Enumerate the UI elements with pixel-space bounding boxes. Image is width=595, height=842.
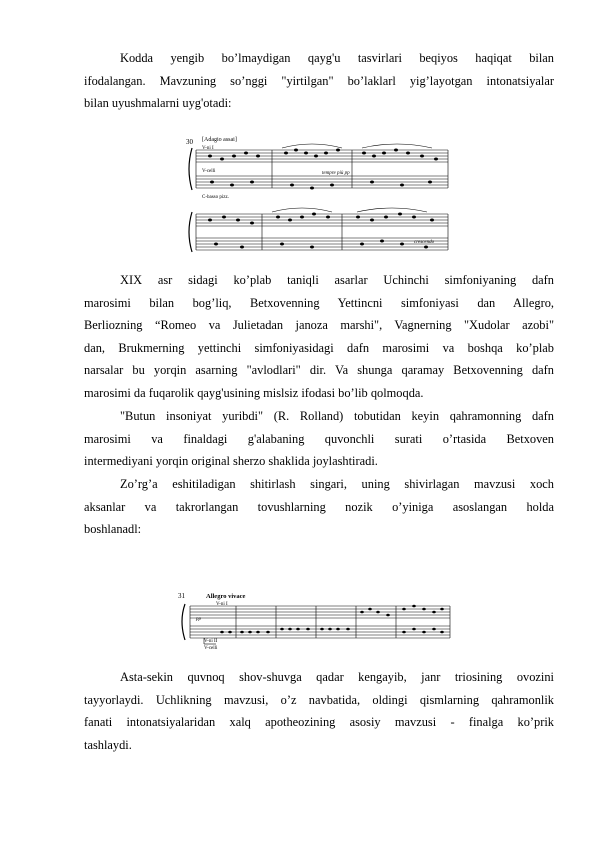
score-2-label: pp bbox=[196, 617, 201, 622]
text-line: marosimi bilan bog’liq, Betxovenning Yettincni simfoniyasi dan Allegro, bbox=[84, 295, 554, 310]
text-line: narsalar bu yorqin asarning "avlodlari" dir. Va shunga qaramay Betxovenning dafn bbox=[84, 363, 554, 378]
text-line: marosimi va finaldagi g'alabaning quvonchli surati o’rtasida Betxoven bbox=[84, 431, 554, 446]
score-1-tempo: [Adagio assai] bbox=[202, 137, 237, 143]
text-line: Kodda yengib bo’lmaydigan qayg'u tasvirlari beqiyos haqiqat bilan bbox=[120, 51, 554, 65]
text-line: tayyorlaydi. Uchlikning mavzusi, o’z navbatida, oldingi qismlarning qahramonlik bbox=[84, 692, 554, 707]
text-line: Berliozning “Romeo va Julietadan janoza marshi", Vagnerning "Xudolar azobi" bbox=[84, 318, 554, 333]
text-line: "Butun insoniyat yuribdi" (R. Rolland) tobutidan keyin qahramonning dafn bbox=[120, 409, 554, 423]
text-line: boshlanadl: bbox=[84, 522, 142, 537]
text-line: Asta-sekin quvnoq shov-shuvga qadar kengayib, janr triosining ovozini bbox=[120, 670, 554, 684]
text-line: intermediyani yorqin original sherzo shaklida joylashtiradi. bbox=[84, 454, 378, 469]
score-2-tempo: Allegro vivace bbox=[206, 593, 246, 600]
score-2-label: V-ni I bbox=[216, 602, 228, 607]
score-2-label: V-celli bbox=[204, 646, 218, 651]
paragraph-2 bbox=[84, 269, 554, 405]
score-1-label: C-basso pizz. bbox=[202, 195, 229, 200]
music-score-2 bbox=[176, 588, 452, 654]
score-1-label: V-celli bbox=[202, 169, 216, 174]
text-line: tashlaydi. bbox=[84, 737, 132, 752]
staff bbox=[196, 214, 448, 250]
text-line: marosimi da fuqarolik qayg'usining mislsiz ifodasi bo’lib qolmoqda. bbox=[84, 385, 424, 400]
score-1-label: tempre più pp bbox=[322, 171, 350, 176]
score-1-label: V-ni I bbox=[202, 146, 214, 151]
text-line: fanati intonatsiyalaridan xalq apotheozining asosiy mavzusi - finalga ko’prik bbox=[84, 715, 554, 730]
paragraph-4 bbox=[84, 473, 554, 541]
paragraph-1 bbox=[84, 47, 554, 115]
text-line: Zo’rg’a eshitiladigan shitirlash singari, uning shivirlagan mavzusi xoch bbox=[120, 477, 554, 491]
text-line: ifodalangan. Mavzuning so’nggi "yirtilgan" bo’laklarl yig’layotgan intonatsiyalar bbox=[84, 73, 554, 88]
score-2-label: V-ni II bbox=[204, 639, 218, 644]
text-line: XIX asr sidagi ko’plab taniqli asarlar Uchinchi simfoniyaning dafn bbox=[120, 273, 554, 287]
paragraph-3 bbox=[84, 405, 554, 473]
score-1-image bbox=[182, 132, 450, 262]
text-line: bilan uyushmalarni uyg'otadi: bbox=[84, 96, 232, 111]
text-line: aksanlar va takrorlangan tovushlarning nozik o’yiniga asoslangan holda bbox=[84, 499, 554, 514]
music-score-1 bbox=[182, 132, 450, 262]
text-line: dan, Brukmerning yettinchi simfoniyasidagi dafn marosimi va boshqa ko’plab bbox=[84, 340, 554, 355]
paragraph-5 bbox=[84, 666, 554, 756]
score-2-image bbox=[176, 588, 452, 654]
score-2-number: 31 bbox=[178, 592, 185, 600]
score-1-label: crescendo bbox=[414, 240, 435, 245]
score-1-number: 30 bbox=[186, 138, 193, 146]
